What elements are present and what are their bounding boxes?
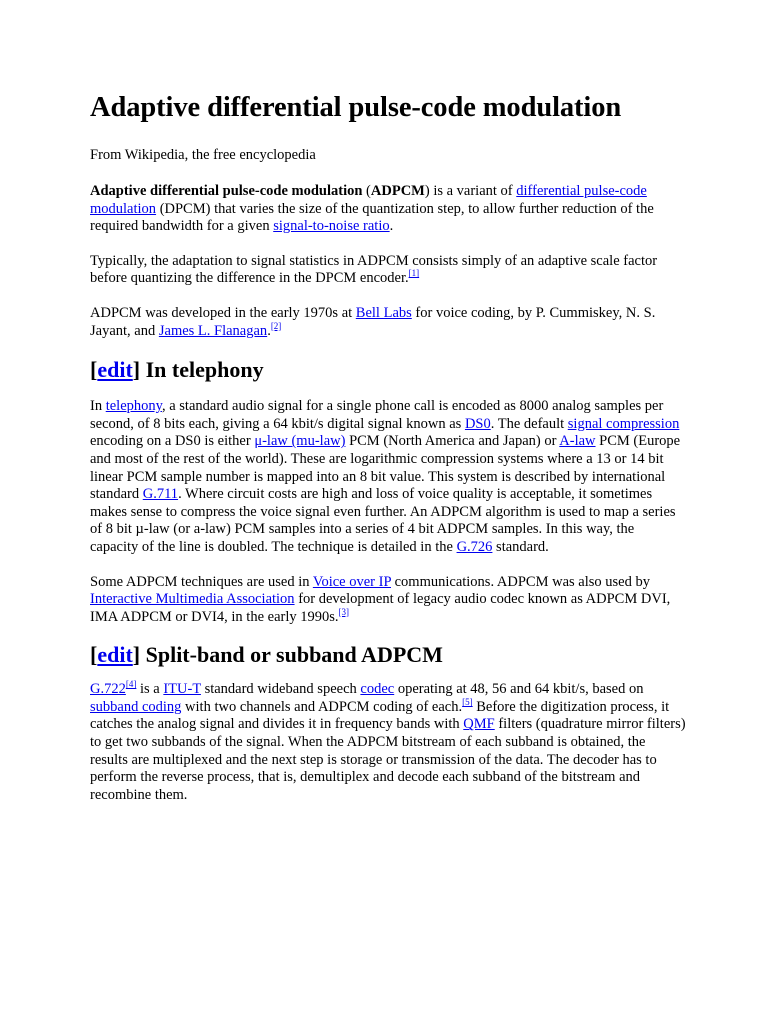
link-signal-compression[interactable]: signal compression [567,415,680,432]
text-run: for development of legacy audio codec known as ADPCM DVI, IMA ADPCM or DVI4, in the early 1990s. [90,591,671,625]
link-g711[interactable]: G.711 [142,486,179,503]
text-run: . [389,218,394,235]
text-run: ADPCM was developed in the early 1970s at [90,304,356,321]
text-run: standard. [492,538,549,555]
text-run: standard wideband speech [200,681,361,698]
intro-paragraph [90,183,686,236]
heading-text: Split-band or subband ADPCM [140,642,443,668]
link-telephony[interactable]: telephony [105,398,162,415]
text-run: communications. ADPCM was also used by [390,573,650,590]
subband-paragraph-1 [90,681,686,804]
link-g722[interactable]: G.722 [90,681,126,698]
text-run: Typically, the adaptation to signal statistics in ADPCM consists simply of an adaptive scale factor before quantizing the difference in the DPCM encoder. [90,252,658,287]
link-signal-to-noise-ratio[interactable]: signal-to-noise ratio [273,218,390,235]
text-run: ( [362,183,371,199]
reference-4[interactable]: [4] [125,679,137,690]
site-tagline: From Wikipedia, the free encyclopedia [90,147,316,163]
text-run: , a standard audio signal for a single phone call is encoded as 8000 analog samples per second, of 8 bits each, giving a 64 kbit/s digital signal known as [90,398,664,432]
text-run: (DPCM) that varies the size of the quantization step, to allow further reduction of the required bandwidth for a given [90,200,654,235]
link-qmf[interactable]: QMF [463,716,495,733]
edit-link-subband[interactable]: edit [97,642,133,668]
text-run: with two channels and ADPCM coding of each. [181,698,463,715]
reference-3[interactable]: [3] [338,606,350,617]
bracket: ] [132,642,141,668]
text-run: operating at 48, 56 and 64 kbit/s, based on [394,681,644,698]
text-run: PCM (Europe and most of the rest of the world). These are logarithmic compression systems where a 13 or 14 bit linear PCM sample number is mapped into an 8 bit value. This system is described by international standard [90,433,681,503]
text-run: . The default [490,415,568,432]
link-james-flanagan[interactable]: James L. Flanagan [158,322,268,339]
bold-term: Adaptive differential pulse-code modulation [90,183,363,199]
link-a-law[interactable]: A-law [559,433,596,450]
link-voice-over-ip[interactable]: Voice over IP [312,573,391,590]
link-subband-coding[interactable]: subband coding [90,698,182,715]
telephony-paragraph-2 [90,574,686,627]
telephony-paragraph-1 [90,398,686,556]
section-heading-telephony [90,356,686,384]
link-itu-t[interactable]: ITU-T [163,681,201,698]
text-run: ) is a variant of [424,183,517,199]
edit-link-telephony[interactable]: edit [97,357,133,383]
text-run: . [267,322,271,339]
text-run: filters (quadrature mirror filters) to get two subbands of the signal. When the ADPCM bitstream of each subband is obtained, the results are multiplexed and the next step is storage or transmission of the data. The decoder has to perform the reverse process, that is, demultiplex and decode each subband of the bitstream and recombine them. [90,716,686,803]
text-run: In [90,398,106,415]
link-codec[interactable]: codec [360,681,395,698]
link-bell-labs[interactable]: Bell Labs [355,304,412,321]
text-run: Some ADPCM techniques are used in [90,573,313,590]
link-interactive-multimedia-association[interactable]: Interactive Multimedia Association [90,591,295,608]
text-run: is a [136,681,164,698]
development-paragraph [90,305,686,340]
link-mu-law[interactable]: μ-law (mu-law) [254,433,346,450]
text-run: Before the digitization process, it catches the analog signal and divides it in frequency bands with [90,698,670,733]
link-differential-pcm[interactable]: differential pulse-code modulation [90,183,647,217]
adaptation-paragraph [90,253,686,288]
reference-5[interactable]: [5] [462,696,473,707]
link-ds0[interactable]: DS0 [464,415,491,432]
text-run: for voice coding, by P. Cummiskey, N. S. Jayant, and [90,304,656,339]
heading-text: In telephony [140,357,264,383]
text-run: PCM (North America and Japan) or [345,433,560,450]
bracket: [ [90,642,98,668]
reference-1[interactable]: [1] [408,268,420,279]
page-title: Adaptive differential pulse-code modulation [90,92,622,123]
bracket: ] [132,357,141,383]
text-run: . Where circuit costs are high and loss of voice quality is acceptable, it sometimes makes sense to compress the voice signal even further. An ADPCM algorithm is used to map a series of 8 bit µ-law (or a-law) PCM samples into a series of 4 bit ADPCM samples. In this way, the capacity of the line is doubled. The technique is detailed in the [90,486,676,555]
link-g726[interactable]: G.726 [456,538,493,555]
bold-abbr: ADPCM [370,183,425,199]
bracket: [ [90,357,98,383]
section-heading-subband [90,641,686,669]
reference-2[interactable]: [2] [270,320,282,331]
text-run: encoding on a DS0 is either [90,433,255,450]
